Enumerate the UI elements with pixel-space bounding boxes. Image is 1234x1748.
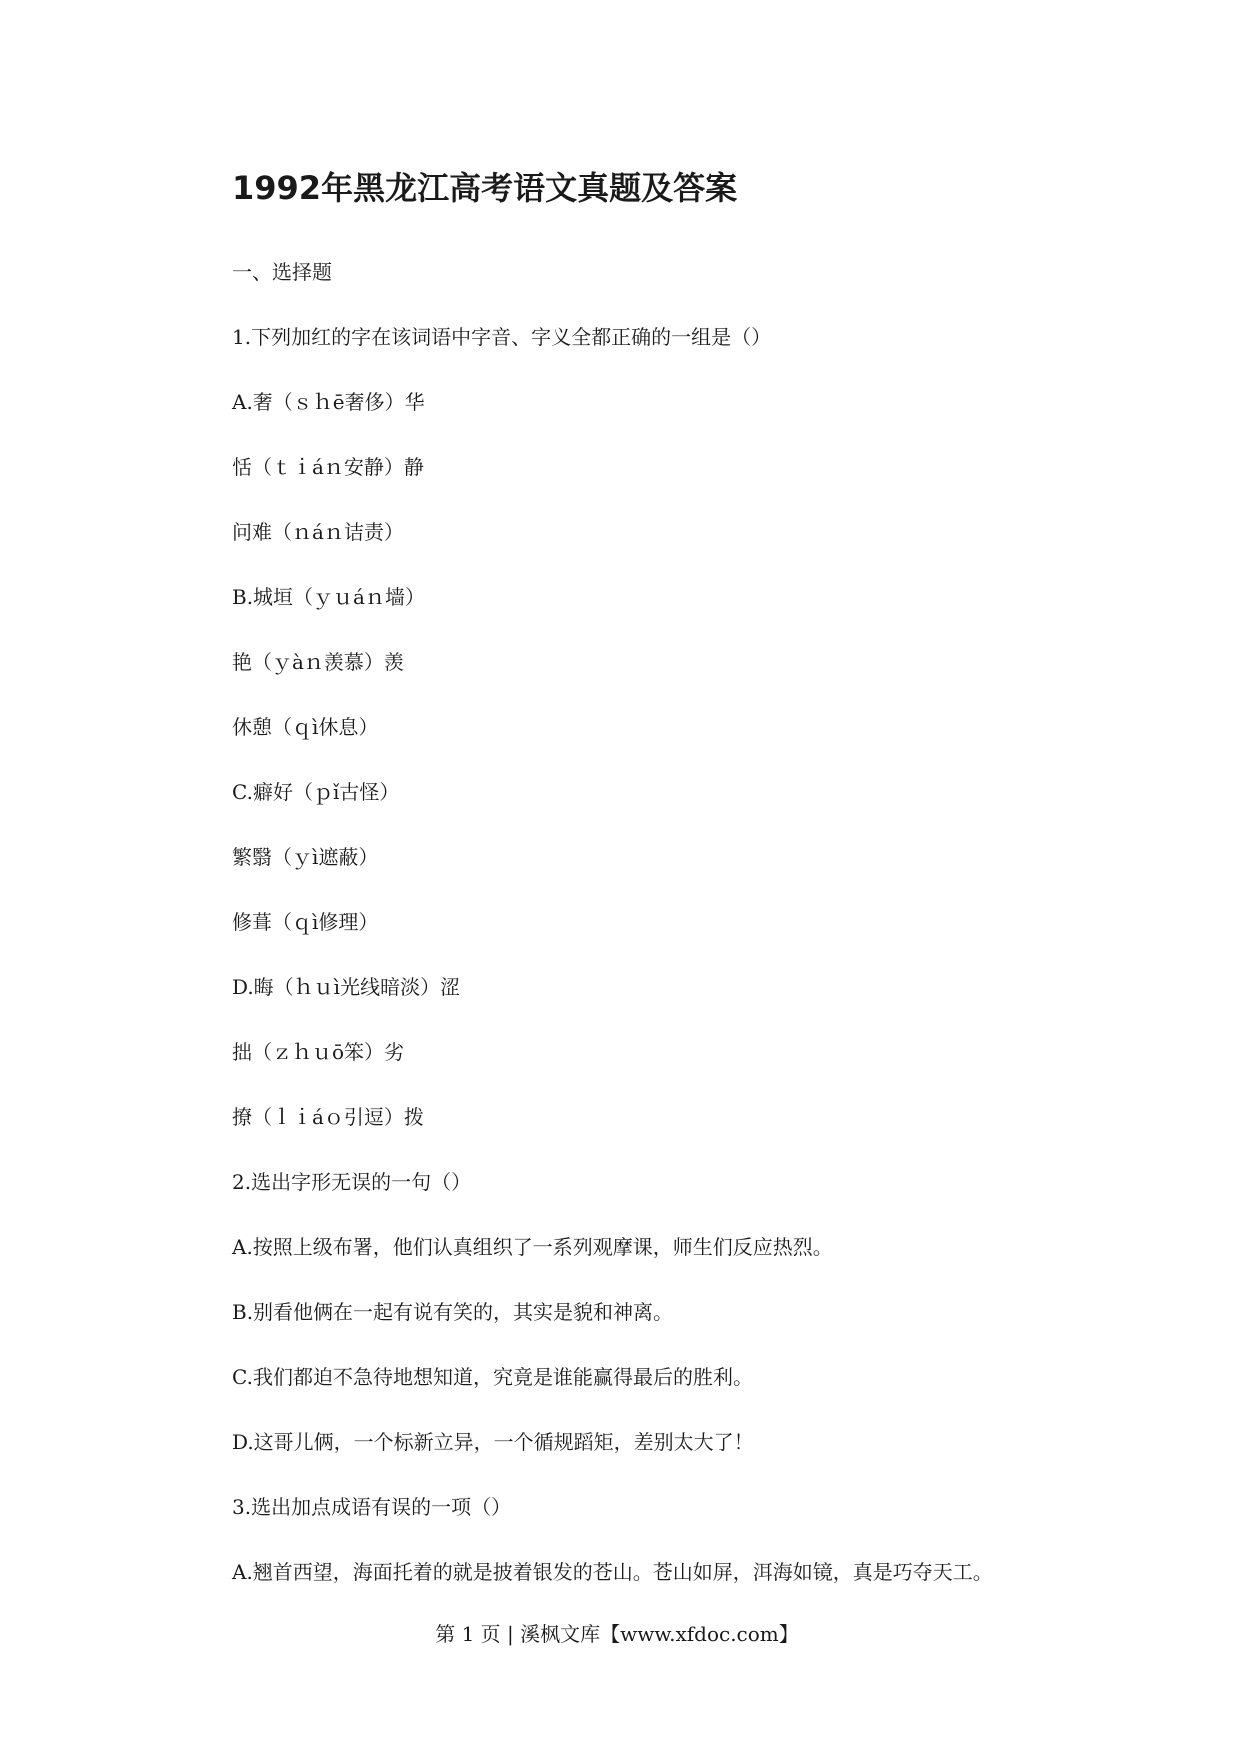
- question-1-option-c-2: 繁翳（ｙì遮蔽）: [232, 845, 379, 869]
- question-1-option-c-3: 修葺（ｑì修理）: [232, 910, 379, 934]
- question-1-option-d-2: 拙（ｚｈｕō笨）劣: [232, 1040, 405, 1064]
- question-2-option-b: B.别看他俩在一起有说有笑的，其实是貌和神离。: [232, 1300, 674, 1324]
- question-1-option-b-2: 艳（ｙàｎ羡慕）羡: [232, 650, 404, 674]
- question-3-option-a: A.翘首西望，海面托着的就是披着银发的苍山。苍山如屏，洱海如镜，真是巧夺天工。: [232, 1560, 993, 1584]
- question-1-option-d-1: D.晦（ｈｕì光线暗淡）涩: [232, 975, 461, 999]
- section-heading: 一、选择题: [232, 260, 332, 284]
- question-2-option-c: C.我们都迫不急待地想知道，究竟是谁能赢得最后的胜利。: [232, 1365, 753, 1389]
- question-1-option-d-3: 撩（ｌｉáｏ引逗）拨: [232, 1105, 424, 1129]
- question-1-option-b-3: 休憩（ｑì休息）: [232, 715, 379, 739]
- question-2-option-d: D.这哥儿俩，一个标新立异，一个循规蹈矩，差别太大了！: [232, 1430, 754, 1454]
- question-1-option-a-1: A.奢（ｓｈē奢侈）华: [232, 390, 425, 414]
- question-2: 2.选出字形无误的一句（）: [232, 1170, 472, 1194]
- question-1-option-b-1: B.城垣（ｙｕáｎ墙）: [232, 585, 425, 609]
- question-1-option-a-2: 恬（ｔｉáｎ安静）静: [232, 455, 424, 479]
- question-1: 1.下列加红的字在该词语中字音、字义全都正确的一组是（）: [232, 325, 772, 349]
- question-3: 3.选出加点成语有误的一项（）: [232, 1495, 512, 1519]
- question-1-option-a-3: 问难（ｎáｎ诘责）: [232, 520, 404, 544]
- page-footer: 第 1 页 | 溪枫文库【www.xfdoc.com】: [435, 1622, 799, 1646]
- document-body: [232, 258, 1092, 1623]
- question-2-option-a: A.按照上级布署，他们认真组织了一系列观摩课，师生们反应热烈。: [232, 1235, 833, 1259]
- document-title: 1992年黑龙江高考语文真题及答案: [232, 169, 738, 207]
- question-1-option-c-1: C.癖好（ｐǐ古怪）: [232, 780, 400, 804]
